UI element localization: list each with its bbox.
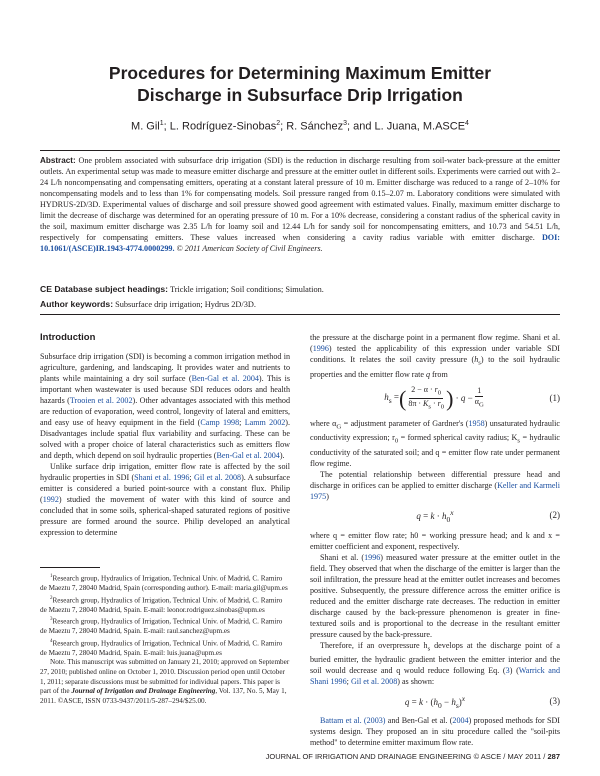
citation-link[interactable]: 1958 bbox=[468, 418, 485, 428]
paragraph: Unlike surface drip irrigation, emitter flow rate is affected by the soil hydraulic properties in SDI (Shani et al. 1996; Gil et al. 2008). A subsurface emitter is considered a buried point-source with a constant flux. Philip (1992) studied the movement of water with this kind of source and concluded that in some soils, spherical-shaped saturated regions of positive pressure are formed around the source. Philip developed an analytical expression to determine bbox=[40, 462, 290, 537]
equation-number: (1) bbox=[549, 393, 560, 404]
citation-link[interactable]: Ben-Gal et al. 2004 bbox=[191, 374, 259, 383]
equation-link[interactable]: 3 bbox=[505, 666, 510, 676]
page-footer bbox=[240, 752, 560, 761]
author-name: and L. Juana, M.ASCE bbox=[353, 120, 466, 133]
citation-link[interactable]: Gil et al. 2008 bbox=[193, 473, 242, 482]
citation-link[interactable]: Lamm 2002 bbox=[244, 418, 286, 427]
equation-1: $h_s$ = ( $\frac{2 - \alpha \cdot r_0}{8\pi \cdot K_s \cdot r_0}$ ) · q − $\frac{1}{\alpha_G}$ (1) bbox=[384, 384, 560, 411]
abstract-label: Abstract: bbox=[40, 156, 76, 165]
footnote: $^3$Research group, Hydraulics of Irrigation, Technical Univ. of Madrid, C. Ramiro de Maeztu 7, 28040 Madrid, Spain. E-mail: raul.sanchez@upm.es bbox=[40, 617, 283, 636]
manuscript-note: Note. This manuscript was submitted on January 21, 2010; approved on September 27, 2010; published online on October 1, 2010. Discussion period open until October 1, 2011; separate discussions must be submitted for individual papers. This paper is part of the Journal of Irrigation and Drainage Engineering, Vol. 137, No. 5, May 1, 2011. ©ASCE, ISSN 0733-9437/2011/5-287–294/$25.00. bbox=[40, 658, 290, 705]
citation-link[interactable]: Battam et al. (2003) bbox=[320, 716, 386, 726]
footnote: $^4$Research group, Hydraulics of Irrigation, Technical Univ. of Madrid, C. Ramiro de Maeztu 7, 28040 Madrid, Spain. E-mail: luis.juana@upm.es bbox=[40, 638, 283, 657]
abstract bbox=[40, 155, 560, 254]
ce-headings: CE Database subject headings: Trickle irrigation; Soil conditions; Simulation. bbox=[40, 284, 324, 294]
paragraph: where q = emitter flow rate; h0 = working pressure head; and k and x = emitter coefficient and exponent, respectively. bbox=[310, 530, 560, 551]
citation-link[interactable]: 1992 bbox=[42, 495, 59, 504]
equation-number: (2) bbox=[549, 510, 560, 521]
paragraph: The potential relationship between differential pressure head and discharge in orifices can be applied to emitter discharge (Keller and Karmeli 1975) bbox=[310, 469, 560, 501]
citation-link[interactable]: Warrick and Shani 1996 bbox=[310, 666, 560, 687]
title-line-1: Procedures for Determining Maximum Emitter bbox=[108, 63, 492, 83]
author-name: L. Rodríguez-Sinobas bbox=[169, 120, 277, 133]
citation-link[interactable]: Keller and Karmeli 1975 bbox=[310, 480, 560, 501]
title-line-2: Discharge in Subsurface Drip Irrigation bbox=[137, 85, 463, 105]
abstract-text: One problem associated with subsurface drip irrigation (SDI) is the reduction in discharge resulting from soil-water back-pressure at the emitter outlets. An experimental setup was made to measure emitter discharge and pressure at the emitter outlet in different soils. Experiments were carried out with 2–24 L/h noncompensating and compensating emitters, operating at a constant lateral pressure of 10 m. Emitter discharge was reduced to a range of 2–10% for noncompensating models and to less than 1% for compensating models. Soil pressure ranged from 0.15–2.07 m. Laboratory conditions were simulated with HYDRUS-2D/3D. Experimental values of discharge and soil pressure showed good agreement with estimated values. Finally, maximum emitter discharge to limit the decrease of discharge was determined for an operating pressure of 10 m. For a 10% decrease, considering a constant radius of the spherical cavity in the soil, maximum emitter discharge was 2.35 L/h for loamy soil and 12.44 L/h for sandy soil for noncompensating emitters, and 10.73 and 54.51 L/h, respectively for compensating emitters. These values increased when considering a cavity radius variable with emitter discharge. bbox=[40, 156, 561, 242]
paragraph: Subsurface drip irrigation (SDI) is becoming a common irrigation method in agriculture, gardening, and landscaping. It provides water and nutrients to plants while maintaining a dry soil surface (Ben-Gal et al. 2004). This is important when wastewater is used because SDI reduces odors and health hazards (Trooien et al. 2002). Other advantages associated with this method are reduction of evaporation, weed control, longevity of lateral and emitters, and easy use of heavy equipment in the field (Camp 1998; Lamm 2002). Disadvantages include spatial flux variability and surfacing. These can be solved with a proper choice of lateral characteristics such as emitters flow and depth, which depend on soil hydraulic properties (Ben-Gal et al. 2004). bbox=[40, 352, 291, 460]
citation-link[interactable]: 1996 bbox=[312, 344, 329, 353]
author-list: M. Gil$^1$; L. Rodríguez-Sinobas$^2$; R. Sánchez$^3$; and L. Juana, M.ASCE$^4$ bbox=[131, 120, 469, 133]
equation-number: (3) bbox=[549, 695, 560, 706]
equation-3: $q = k \cdot (h_0 - h_s)^x$ (3) bbox=[404, 693, 560, 710]
doi-link[interactable]: DOI: 10.1061/(ASCE)IR.1943-4774.0000299. bbox=[40, 233, 560, 253]
paragraph: Therefore, if an overpressure $h_s$ develops at the discharge point of a buried emitter, the hydraulic gradient between the emitter interior and the soil would decrease and q would reduce following Eq. (3) (Warrick and Shani 1996; Gil et al. 2008) as shown: bbox=[310, 640, 560, 687]
citation-link[interactable]: Trooien et al. 2002 bbox=[69, 396, 133, 405]
citation-link[interactable]: 1996 bbox=[364, 552, 381, 562]
citation-link[interactable]: Ben-Gal et al. 2004 bbox=[216, 451, 280, 460]
paper-title bbox=[40, 62, 560, 106]
copyright: © 2011 American Society of Civil Engineers. bbox=[176, 244, 323, 253]
equation-2: $q = k \cdot h_0^x$ (2) bbox=[416, 507, 560, 524]
citation-link[interactable]: Camp 1998 bbox=[200, 418, 240, 427]
paragraph: the pressure at the discharge point in a permanent flow regime. Shani et al. (1996) tested the applicability of this expression under variable SDI conditions. It relates the soil cavity pressure $(h_s)$ to the soil hydraulic properties and the emitter flow rate q from bbox=[310, 333, 561, 379]
footnotes bbox=[40, 572, 290, 706]
journal-running-title: JOURNAL OF IRRIGATION AND DRAINAGE ENGINEERING © ASCE / MAY 2011 / bbox=[265, 752, 548, 761]
right-column bbox=[310, 332, 560, 748]
citation-link[interactable]: Shani et al. 1996 bbox=[134, 473, 190, 482]
footnote-divider bbox=[40, 567, 100, 568]
author-name: R. Sánchez bbox=[286, 120, 344, 133]
paragraph: Battam et al. (2003) and Ben-Gal et al. (2004) proposed methods for SDI systems design. They proposed an in situ procedure called the "soil-pits method" to determine emitter maximum flow rate. bbox=[310, 716, 560, 748]
paragraph: where $\alpha_G$ = adjustment parameter of Gardner's (1958) unsaturated hydraulic conductivity expression; $r_0$ = formed spherical cavity radius; $K_s$ = hydraulic conductivity of the saturated soil; and q = emitter flow rate under permanent flow regime. bbox=[310, 418, 560, 468]
citation-link[interactable]: 2004 bbox=[452, 716, 469, 726]
section-heading: Introduction bbox=[40, 332, 96, 343]
citation-link[interactable]: Gil et al. 2008 bbox=[350, 677, 398, 687]
left-column bbox=[40, 332, 290, 538]
author-name: M. Gil bbox=[131, 120, 160, 133]
footnote: $^1$Research group, Hydraulics of Irrigation, Technical Univ. of Madrid, C. Ramiro de Maeztu 7, 28040 Madrid, Spain (corresponding author). E-mail: maria.gil@upm.es bbox=[40, 574, 288, 592]
footnote: $^2$Research group, Hydraulics of Irrigation, Technical Univ. of Madrid, C. Ramiro de Maeztu 7, 28040 Madrid, Spain. E-mail: leonor.rodriguez.sinobas@upm.es bbox=[40, 595, 283, 614]
bottom-divider bbox=[40, 314, 560, 315]
author-keywords: Author keywords: Subsurface drip irrigation; Hydrus 2D/3D. bbox=[40, 299, 256, 309]
paragraph: Shani et al. (1996) measured water pressure at the emitter outlet in the field. They observed that when the discharge of the emitter is larger than the soil infiltration, the pressure head at the emitter outlet increases and becomes positive. Subsequently, the pressure difference across the emitter orifice is reduced and the emitter discharge rate decreases. The reduction in emitter discharge caused by the back-pressure phenomenon is greater in fine-textured soils and is proportional to the decrease in the resultant emitter pressure caused by the back-pressure. bbox=[310, 552, 560, 639]
page-number: 287 bbox=[547, 752, 560, 761]
top-divider bbox=[40, 150, 560, 151]
